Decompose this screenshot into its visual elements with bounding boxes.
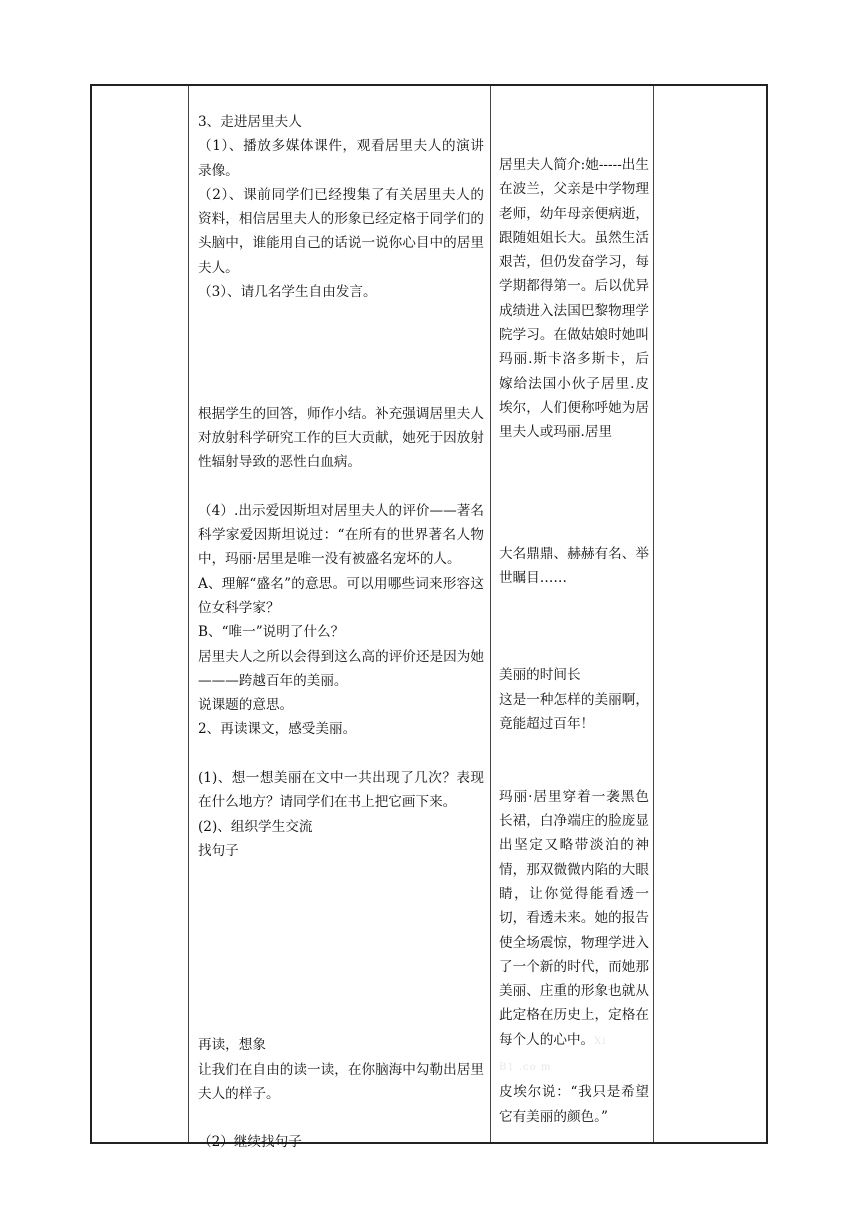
teaching-process-column [198, 110, 484, 1155]
section-heading: 3、走进居里夫人 [198, 114, 302, 130]
step-paragraph: （2）继续找句子 [198, 1134, 302, 1151]
section-heading: 2、再读课文，感受美丽。 [198, 721, 357, 738]
step-paragraph: （3）、请几名学生自由发言。 [198, 284, 377, 301]
step-paragraph: （1）、播放多媒体课件，观看居里夫人的演讲录像。 [198, 138, 484, 179]
quote-note: 皮埃尔说：“我只是希望它有美丽的颜色。” [499, 1084, 649, 1125]
step-paragraph: (1)、想一想美丽在文中一共出现了几次？表现在什么地方？请同学们在书上把它画下来。 [198, 770, 484, 811]
watermark-text: Xi [594, 1035, 607, 1047]
statement-paragraph: 说课题的意思。 [198, 697, 294, 714]
biography-note: 居里夫人简介:她-----出生在波兰，父亲是中学物理老师，幼年母亲便病逝，跟随姐姐长大。虽然生活艰苦，但仍发奋学习，每学期都得第一。后以优异成绩进入法国巴黎物理学院学习。在做姑娘时她叫玛丽.斯卡洛多斯卡，后嫁给法国小伙子居里.皮埃尔，人们便称呼她为居里夫人或玛丽.居里 [499, 157, 649, 441]
watermark-text: B1 .co m [499, 1061, 552, 1073]
column-divider-2 [490, 86, 491, 1142]
lesson-table [90, 84, 768, 1151]
description-note [499, 785, 649, 1081]
step-paragraph: 再读，想象 [198, 1037, 266, 1054]
step-paragraph: 让我们在自由的读一读，在你脑海中勾勒出居里夫人的样子。 [198, 1061, 484, 1102]
question-paragraph: A、理解“盛名”的意思。可以用哪些词来形容这位女科学家？ [198, 575, 484, 616]
column-divider-3 [653, 86, 654, 1142]
meaning-note: 美丽的时间长 [499, 667, 581, 684]
statement-paragraph: 居里夫人之所以会得到这么高的评价还是因为她———跨越百年的美丽。 [198, 648, 484, 689]
meaning-note: 这是一种怎样的美丽啊，竟能超过百年！ [499, 691, 649, 732]
synonyms-note: 大名鼎鼎、赫赫有名、举世瞩目…… [499, 545, 649, 587]
step-paragraph: （2）、课前同学们已经搜集了有关居里夫人的资料，相信居里夫人的形象已经定格于同学们的头脑中，谁能用自己的话说一说你心目中的居里夫人。 [198, 186, 484, 276]
column-divider-1 [188, 86, 189, 1142]
notes-column [499, 153, 649, 1129]
step-paragraph: (2)、组织学生交流 [198, 818, 313, 835]
quote-paragraph: （4）.出示爱因斯坦对居里夫人的评价——著名科学家爱因斯坦说过：“在所有的世界著名人物中，玛丽·居里是唯一没有被盛名宠坏的人。 [198, 502, 484, 568]
description-text: 玛丽·居里穿着一袭黑色长裙，白净端庄的脸庞显出坚定又略带淡泊的神情，那双微微内陷的大眼睛，让你觉得能看透一切，看透未来。她的报告使全场震惊，物理学进入了一个新的时代，而她那美丽、庄重的形象也就从此定格在历史上，定格在每个人的心中。 [499, 788, 649, 1048]
summary-paragraph: 根据学生的回答，师作小结。补充强调居里夫人对放射科学研究工作的巨大贡献，她死于因放射性辐射导致的恶性白血病。 [198, 405, 484, 471]
step-paragraph: 找句子 [198, 842, 239, 859]
question-paragraph: B、“唯一”说明了什么？ [198, 624, 345, 641]
